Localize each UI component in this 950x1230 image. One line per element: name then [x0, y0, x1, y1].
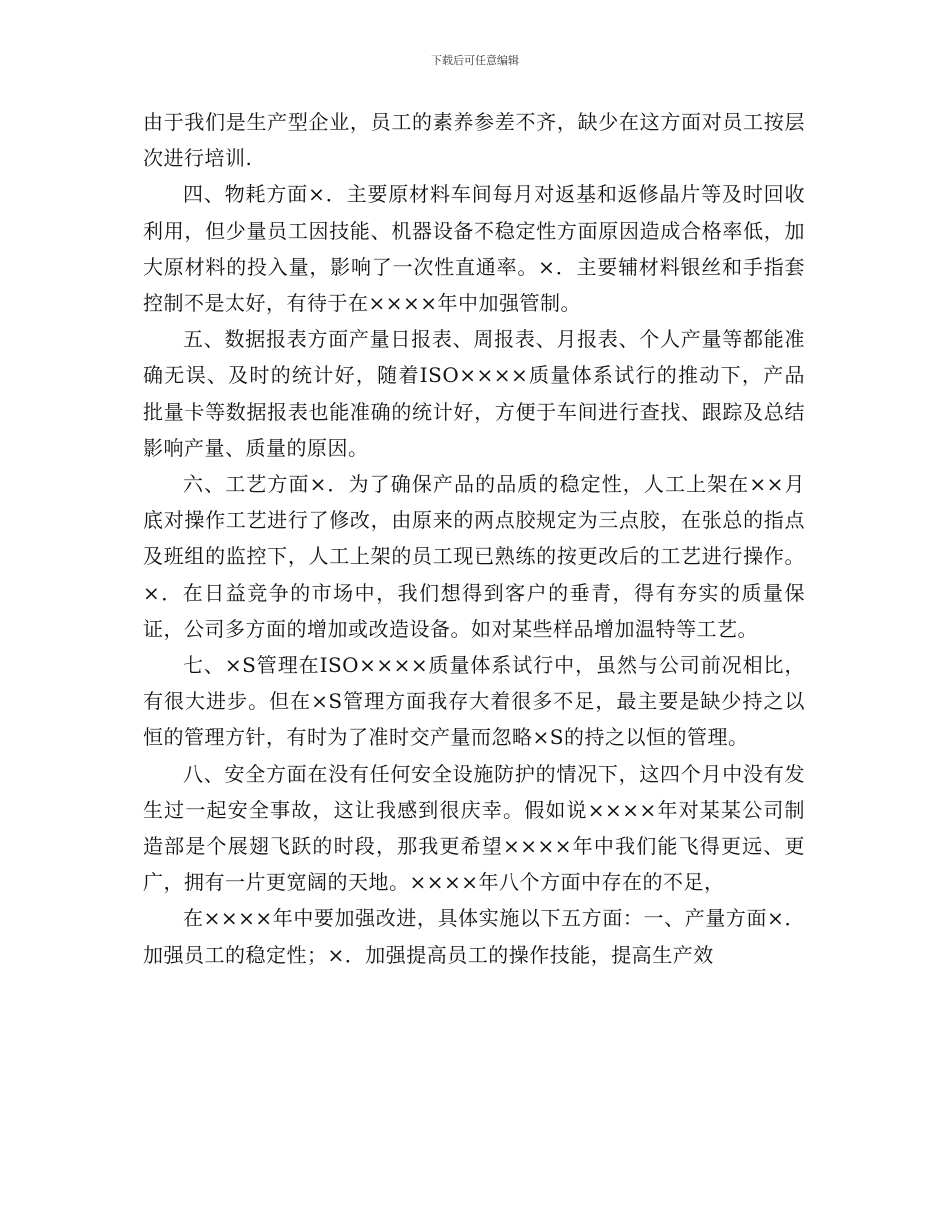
- paragraph-training: 由于我们是生产型企业，员工的素养参差不齐，缺少在这方面对员工按层次进行培训.: [143, 110, 805, 171]
- paragraph-safety: 八、安全方面在没有任何安全设施防护的情况下，这四个月中没有发生过一起安全事故，这让我感到很庆幸。假如说××××年对某某公司制造部是个展翅飞跃的时段，那我更希望××××年中我们能飞得更远、更广，拥有一片更宽阔的天地。××××年八个方面中存在的不足，: [143, 761, 805, 895]
- document-body: [143, 104, 805, 973]
- paragraph-data-reports: 五、数据报表方面产量日报表、周报表、月报表、个人产量等都能准确无误、及时的统计好，随着ISO××××质量体系试行的推动下，产品批量卡等数据报表也能准确的统计好，方便于车间进行查找、跟踪及总结影响产量、质量的原因。: [143, 327, 805, 460]
- paragraph-improvement-plan: 在××××年中要加强改进，具体实施以下五方面：一、产量方面×．加强员工的稳定性；×．加强提高员工的操作技能，提高生产效: [143, 906, 805, 967]
- paragraph-material-consumption: 四、物耗方面×．主要原材料车间每月对返基和返修晶片等及时回收利用，但少量员工因技能、机器设备不稳定性方面原因造成合格率低，加大原材料的投入量，影响了一次性直通率。×．主要辅材料银丝和手指套控制不是太好，有待于在××××年中加强管制。: [143, 182, 805, 316]
- paragraph-5s-management: 七、×S管理在ISO××××质量体系试行中，虽然与公司前况相比，有很大进步。但在×S管理方面我存大着很多不足，最主要是缺少持之以恒的管理方针，有时为了准时交产量而忽略×S的持之以恒的管理。: [143, 653, 805, 750]
- paragraph-process: 六、工艺方面×．为了确保产品的品质的稳定性，人工上架在××月底对操作工艺进行了修改，由原来的两点胶规定为三点胶，在张总的指点及班组的监控下，人工上架的员工现已熟练的按更改后的工艺进行操作。×．在日益竞争的市场中，我们想得到客户的垂青，得有夯实的质量保证，公司多方面的增加或改造设备。如对某些样品增加温特等工艺。: [143, 472, 805, 641]
- page-header: 下载后可任意编辑: [431, 54, 519, 67]
